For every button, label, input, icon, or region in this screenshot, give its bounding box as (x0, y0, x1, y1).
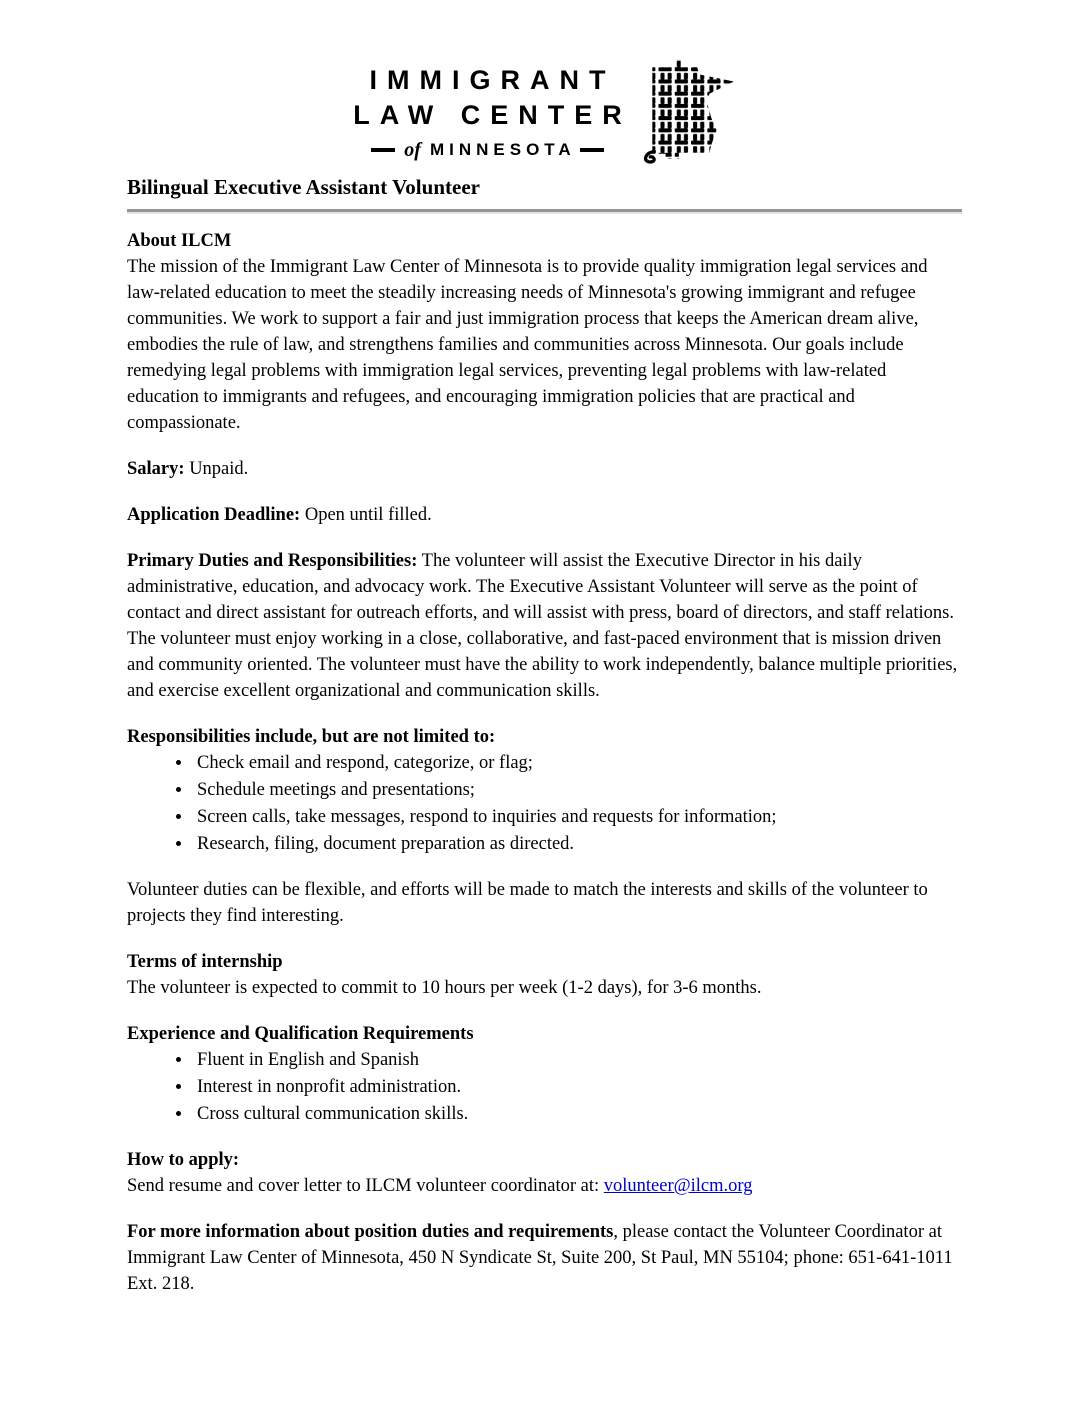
bullet-item: • Cross cultural communication skills. (193, 1101, 962, 1127)
bullet-item: • Fluent in English and Spanish (193, 1047, 962, 1073)
deadline-label: Application Deadline: (127, 505, 301, 525)
section-salary (127, 456, 962, 482)
section-apply (127, 1147, 962, 1199)
deadline-value: Open until filled. (300, 505, 432, 525)
section-terms (127, 949, 962, 1001)
more-info-paragraph (127, 1219, 962, 1297)
section-primary-duties (127, 548, 962, 704)
section-experience (127, 1021, 962, 1127)
volunteer-email-link[interactable]: volunteer@ilcm.org (603, 1176, 753, 1196)
flexibility-paragraph: Volunteer duties can be flexible, and efforts will be made to match the interests and skills of the volunteer to projects they find interesting. (127, 880, 928, 926)
section-deadline (127, 502, 962, 528)
logo-wordmark (353, 63, 632, 162)
salary-value: Unpaid. (184, 459, 249, 479)
logo-of-word: of (404, 138, 421, 161)
terms-paragraph: The volunteer is expected to commit to 10 hours per week (1-2 days), for 3-6 months. (127, 978, 762, 998)
section-responsibilities (127, 724, 962, 857)
bullet-item: • Screen calls, take messages, respond to inquiries and requests for information; (193, 804, 962, 830)
salary-line (127, 456, 962, 482)
section-about (127, 228, 962, 436)
bullet-item: • Interest in nonprofit administration. (193, 1074, 962, 1100)
page-title: Bilingual Executive Assistant Volunteer (127, 175, 480, 199)
about-heading: About ILCM (127, 231, 232, 251)
apply-heading: How to apply: (127, 1150, 240, 1170)
logo-state-word: MINNESOTA (429, 140, 576, 159)
more-info-label: For more information about position duties and requirements (127, 1222, 614, 1242)
more-info-text: , please contact the Volunteer Coordinator at Immigrant Law Center of Minnesota, 450 N Syndicate St, Suite 200, St Paul, MN 55104; phone: 651-641-1011 Ext. 218. (127, 1222, 953, 1294)
dash-left (371, 148, 395, 152)
salary-label: Salary: (127, 459, 185, 479)
apply-text: Send resume and cover letter to ILCM volunteer coordinator at: (127, 1176, 604, 1196)
bullet-item: • Check email and respond, categorize, or flag; (193, 750, 962, 776)
experience-heading: Experience and Qualification Requirements (127, 1024, 474, 1044)
bullet-item: • Research, filing, document preparation as directed. (193, 831, 962, 857)
primary-duties-label: Primary Duties and Responsibilities: (127, 551, 418, 571)
logo-line-immigrant: IMMIGRANT (369, 64, 616, 95)
header (127, 56, 962, 168)
bullet-item: • Schedule meetings and presentations; (193, 777, 962, 803)
dash-right (580, 148, 604, 152)
section-flexibility (127, 877, 962, 929)
responsibilities-list (127, 750, 962, 857)
terms-heading: Terms of internship (127, 952, 283, 972)
apply-paragraph (127, 1173, 962, 1199)
deadline-line (127, 502, 962, 528)
divider (127, 209, 962, 212)
responsibilities-heading: Responsibilities include, but are not limited to: (127, 727, 496, 747)
about-paragraph: The mission of the Immigrant Law Center of Minnesota is to provide quality immigration legal services and law-related education to meet the steadily increasing needs of Minnesota's growing immigrant and refugee communities. We work to support a fair and just immigration process that keeps the American dream alive, embodies the rule of law, and strengthens families and communities across Minnesota. Our goals include remedying legal problems with immigration legal services, preventing legal problems with law-related education to immigrants and refugees, and encouraging immigration policies that are practical and compassionate. (127, 257, 928, 433)
primary-duties-text: The volunteer will assist the Executive Director in his daily administrative, education, and advocacy work. The Executive Assistant Volunteer will serve as the point of contact and direct assistant for outreach efforts, and will assist with press, board of directors, and staff relations. The volunteer must enjoy working in a close, collaborative, and fast-paced environment that is mission driven and community oriented. The volunteer must have the ability to work independently, balance multiple priorities, and exercise excellent organizational and communication skills. (127, 551, 958, 701)
logo-line-law-center: LAW CENTER (353, 99, 632, 130)
primary-duties-paragraph (127, 548, 962, 704)
section-more-info (127, 1219, 962, 1297)
logo-line-of-minnesota (353, 139, 622, 162)
experience-list (127, 1047, 962, 1127)
minnesota-state-weave-icon (642, 55, 736, 170)
